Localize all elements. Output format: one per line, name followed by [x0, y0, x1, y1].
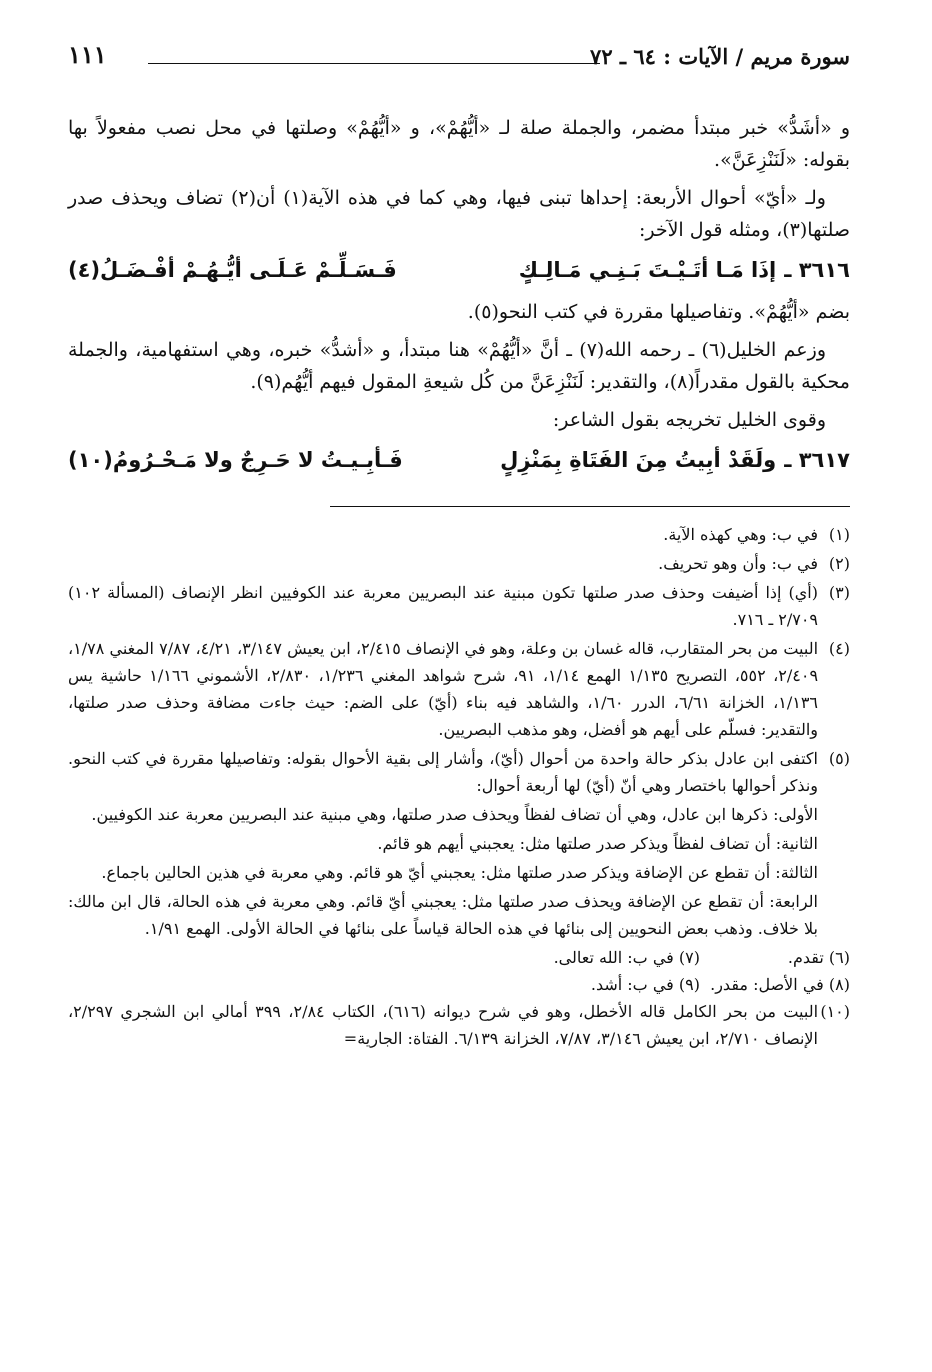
- footnote-continuation: الرابعة: أن تقطع عن الإضافة ويحذف صدر صلتها مثل: يعجبني أيّ قائم. وهي معربة في هذه الحالة، قال ابن مالك: بلا خلاف. وذهب بعض النحويين إلى بنائها في هذه الحالة قياساً على بنائها في الحالة الأولى. الهمع ١/٩١.: [68, 892, 818, 938]
- verse-line: [68, 252, 850, 288]
- footnote-number: (٢): [828, 554, 850, 573]
- footnote: [68, 971, 700, 998]
- footnote-continuation: الأولى: ذكرها ابن عادل، وهي أن تضاف لفظاً ويحذف صدر صلتها، وهي مبنية عند البصريين معربة عند الكوفيين.: [91, 805, 818, 824]
- footnote-text: في ب: أشد.: [590, 975, 674, 994]
- footnote-pair: [68, 971, 850, 998]
- verse-number: ٣٦١٧ ـ: [784, 448, 850, 472]
- footnote-number: (٧): [678, 948, 700, 967]
- page-header: [68, 36, 850, 76]
- footnote-text: في ب: الله تعالى.: [553, 948, 674, 967]
- verse-number: ٣٦١٦ ـ: [784, 258, 850, 282]
- footnote-number: (٥): [828, 749, 850, 768]
- footnote: [700, 944, 850, 971]
- main-text: [68, 112, 850, 478]
- footnote-number: (٣): [828, 583, 850, 602]
- paragraph: و «أشَدُّ» خبر مبتدأ مضمر، والجملة صلة لـ «أيُّهُمْ»، و «أيُّهُمْ» وصلتها في محل نصب مفعولاً بها بقوله: «لَنَنْزِعَنَّ».: [68, 117, 850, 171]
- verse-first-hemistich: ولَقَدْ أبِيتُ مِنَ الفَتَاةِ بِمَنْزِلٍ: [500, 448, 777, 472]
- footnote-continuation: الثانية: أن تضاف لفظاً ويذكر صدر صلتها مثل: يعجبني أيهم هو قائم.: [377, 834, 818, 853]
- page-number: ١١١: [68, 40, 107, 69]
- verse-second-hemistich: فَـأبِـيـتُ لا حَـرِجٌ ولا مَـحْـرُومُ(١٠): [68, 448, 403, 472]
- paragraph: بضم «أيُّهُمْ». وتفاصيلها مقررة في كتب النحو(٥).: [467, 301, 850, 323]
- footnote-number: (٤): [828, 639, 850, 658]
- running-title: سورة مريم / الآيات : ٦٤ ـ ٧٢: [590, 44, 850, 69]
- footnote: [68, 635, 850, 743]
- footnote-text: اكتفى ابن عادل بذكر حالة واحدة من أحوال (أيّ)، وأشار إلى بقية الأحوال بقوله: وتفاصيلها مقررة في كتب النحو. ونذكر أحوالها باختصار وهي أنّ (أيّ) لها أربعة أحوال:: [68, 749, 818, 795]
- footnote: [68, 550, 850, 577]
- paragraph: وقوى الخليل تخريجه بقول الشاعر:: [552, 409, 826, 431]
- footnote: [68, 944, 700, 971]
- verse-line: [68, 442, 850, 478]
- footnote-text: البيت من بحر المتقارب، قاله غسان بن وعلة، وهو في الإنصاف ٢/٤١٥، ابن يعيش ٣/١٤٧، ٤/٢١، ٧/٨٧ المغني ١/٧٨، ٢/٤٠٩، ٥٥٢، التصريح ١/١٣٥ الهمع ١/١٤، ٩١، شرح شواهد المغني ١/٢٣٦، ٢/٨٣٠، الأشموني ١/١٦٦ حاشية يس ١/١٣٦، الخزانة ٦/٦١، الدرر ١/٦٠، والشاهد فيه بناء (أيّ) على الضم: حيث جاءت مضافة وحذف صدر صلتها، والتقدير: فسلّم على أيهم هو أفضل، وهو مذهب البصريين.: [68, 639, 819, 739]
- footnote-text: في ب: وأن وهو تحريف.: [658, 554, 818, 573]
- footnote: [68, 579, 850, 633]
- verse-second-hemistich: فَـسَـلِّـمْ عَـلَـى أيُّـهُـمْ أفْـضَـلُ(٤): [68, 258, 397, 282]
- footnote-continuation: الثالثة: أن تقطع عن الإضافة ويذكر صدر صلتها مثل: يعجبني أيّ هو قائم. وهي معربة في هذين الحالين باجماع.: [101, 863, 818, 882]
- footnote-pair: [68, 944, 850, 971]
- footnote: [700, 971, 850, 998]
- paragraph: ولـ «أيّ» أحوال الأربعة: إحداها تبنى فيها، وهي كما في هذه الآية(١) أن(٢) تضاف ويحذف صدر صلتها(٣)، ومثله قول الآخر:: [68, 187, 850, 241]
- footnote-number: (١٠): [820, 1002, 850, 1021]
- footnote-number: (٩): [678, 975, 700, 994]
- footnote-separator: [330, 506, 850, 507]
- footnote: [68, 745, 850, 799]
- footnote: [68, 521, 850, 548]
- footnote-number: (١): [828, 525, 850, 544]
- footnotes: [68, 521, 850, 1052]
- paragraph: وزعم الخليل(٦) ـ رحمه الله(٧) ـ أنَّ «أيُّهُمْ» هنا مبتدأ، و «أشدُّ» خبره، وهي استفهامية، والجملة محكية بالقول مقدراً(٨)، والتقدير: لَنَنْزِعَنَّ من كُل شيعةِ المقول فيهم أيُّهُم(٩).: [68, 339, 850, 393]
- footnote-text: (أي) إذا أضيفت وحذف صدر صلتها تكون مبنية عند البصريين معربة عند الكوفيين انظر الإنصاف (المسألة ١٠٢) ٢/٧٠٩ ـ ٧١٦.: [68, 583, 818, 629]
- footnote: [68, 998, 850, 1052]
- footnote-text: تقدم.: [787, 948, 824, 967]
- header-rule: [148, 63, 600, 64]
- verse-first-hemistich: إذَا مَـا أتَـيْـتَ بَـنِـي مَـالِـكٍ: [518, 258, 777, 282]
- footnote-number: (٦): [828, 948, 850, 967]
- footnote-text: في ب: وهي كهذه الآية.: [663, 525, 818, 544]
- footnote-text: في الأصل: مقدر.: [710, 975, 824, 994]
- footnote-number: (٨): [828, 975, 850, 994]
- footnote-text: البيت من بحر الكامل قاله الأخطل، وهو في شرح ديوانه (٦١٦)، الكتاب ٢/٨٤، ٣٩٩ أمالي ابن الشجري ٢/٢٩٧، الإنصاف ٢/٧١٠، ابن يعيش ٣/١٤٦، ٧/٨٧، الخزانة ٦/١٣٩. الفتاة: الجارية=: [68, 1002, 819, 1048]
